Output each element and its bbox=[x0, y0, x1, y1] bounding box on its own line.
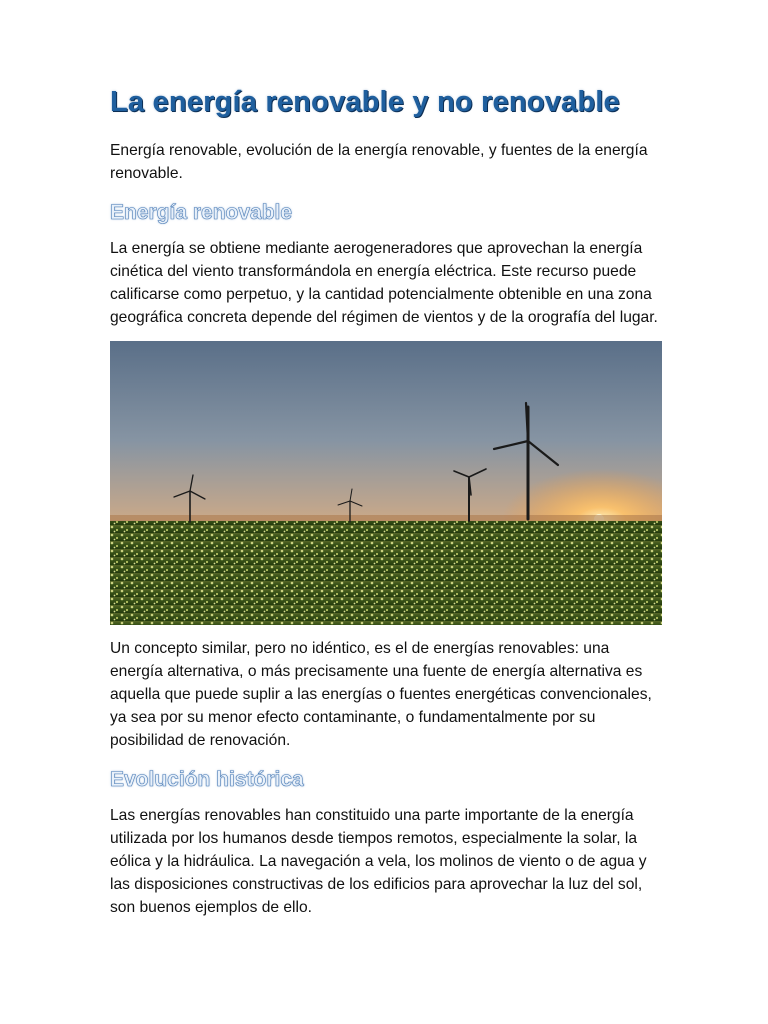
section-heading-renewable: Energía renovable bbox=[110, 201, 293, 224]
section-heading-history: Evolución histórica bbox=[110, 768, 304, 791]
history-paragraph: Las energías renovables han constituido una parte importante de la energía utilizada por los humanos desde tiempos remotos, especialmente la solar, la eólica y la hidráulica. La navegación a vela, los molinos de viento o de agua y las disposiciones constructivas de los edificios para aprovechar la luz del sol, son buenos ejemplos de ello. bbox=[110, 807, 647, 916]
intro-paragraph: Energía renovable, evolución de la energía renovable, y fuentes de la energía renovable. bbox=[110, 142, 648, 182]
document-body bbox=[110, 86, 662, 919]
alternative-energy-paragraph: Un concepto similar, pero no idéntico, es el de energías renovables: una energía alternativa, o más precisamente una fuente de energía alternativa es aquella que puede suplir a las energías o fuentes energéticas convencionales, ya sea por su menor efecto contaminante, o fundamentalmente por su posibilidad de renovación. bbox=[110, 640, 652, 749]
wind-farm-photo bbox=[110, 341, 662, 625]
document-title: La energía renovable y no renovable bbox=[110, 86, 620, 118]
renewable-paragraph: La energía se obtiene mediante aerogeneradores que aprovechan la energía cinética del viento transformándola en energía eléctrica. Este recurso puede calificarse como perpetuo, y la cantidad potencialmente obtenible en una zona geográfica concreta depende del régimen de vientos y de la orografía del lugar. bbox=[110, 240, 658, 326]
